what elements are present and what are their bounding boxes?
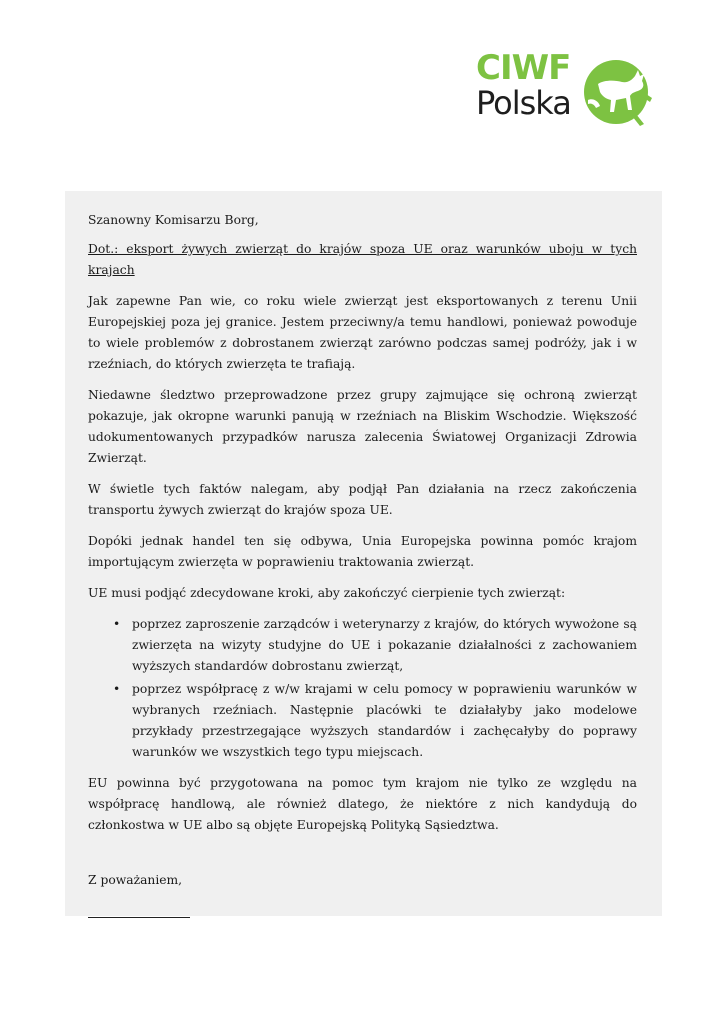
logo-ciwf-text: CIWF: [476, 48, 571, 88]
paragraph-3: W świetle tych faktów nalegam, aby podjął Pan działania na rzecz zakończenia transportu żywych zwierząt do krajów spoza UE.: [88, 482, 637, 517]
paragraph-1: Jak zapewne Pan wie, co roku wiele zwierząt jest eksportowanych z terenu Unii Europejskiej poza jej granice. Jestem przeciwny/a temu handlowi, ponieważ powoduje to wiele problemów z dobrostanem zwierząt zarówno podczas samej podróży, jak i w rzeźniach, do których zwierzęta te trafiają.: [88, 294, 637, 371]
logo-polska-text: Polska: [476, 84, 571, 122]
signature-line: [88, 917, 190, 918]
paragraph-4: Dopóki jednak handel ten się odbywa, Unia Europejska powinna pomóc krajom importującym zwierzęta w poprawieniu traktowania zwierząt.: [88, 534, 637, 569]
list-item: [88, 614, 637, 677]
salutation: Szanowny Komisarzu Borg,: [88, 213, 259, 227]
ciwf-polska-logo: [474, 48, 659, 130]
paragraph-5: UE musi podjąć zdecydowane kroki, aby zakończyć cierpienie tych zwierząt:: [88, 586, 566, 600]
bullet-icon: •: [113, 682, 121, 696]
bullet-list: [88, 614, 637, 763]
paragraph-final: EU powinna być przygotowana na pomoc tym krajom nie tylko ze względu na współpracę handlową, ale również dlatego, że niektóre z nich kandydują do członkostwa w UE albo są objęte Europejską Polityką Sąsiedztwa.: [88, 776, 637, 832]
subject-line: [88, 239, 637, 281]
letter-body: [65, 191, 662, 916]
list-item: [88, 679, 637, 763]
bullet-text: poprzez zaproszenie zarządców i weterynarzy z krajów, do których wywożone są zwierzęta na wizyty studyjne do UE i pokazanie działalności z zachowaniem wyższych standardów dobrostanu zwierząt,: [132, 617, 637, 673]
goat-in-circle-icon: [574, 54, 658, 130]
bullet-text: poprzez współpracę z w/w krajami w celu pomocy w poprawieniu warunków w wybranych rzeźniach. Następnie placówki te działałyby jako modelowe przykłady przestrzegające wyższych standardów i zachęcałyby do poprawy warunków we wszystkich tego typu miejscach.: [132, 682, 637, 759]
closing: Z poważaniem,: [88, 873, 183, 887]
subject-text: Dot.: eksport żywych zwierząt do krajów spoza UE oraz warunków uboju w tych krajach: [88, 242, 637, 277]
paragraph-2: Niedawne śledztwo przeprowadzone przez grupy zajmujące się ochroną zwierząt pokazuje, jak okropne warunki panują w rzeźniach na Bliskim Wschodzie. Większość udokumentowanych przypadków narusza zalecenia Światowej Organizacji Zdrowia Zwierząt.: [88, 388, 637, 465]
bullet-icon: •: [113, 617, 121, 631]
